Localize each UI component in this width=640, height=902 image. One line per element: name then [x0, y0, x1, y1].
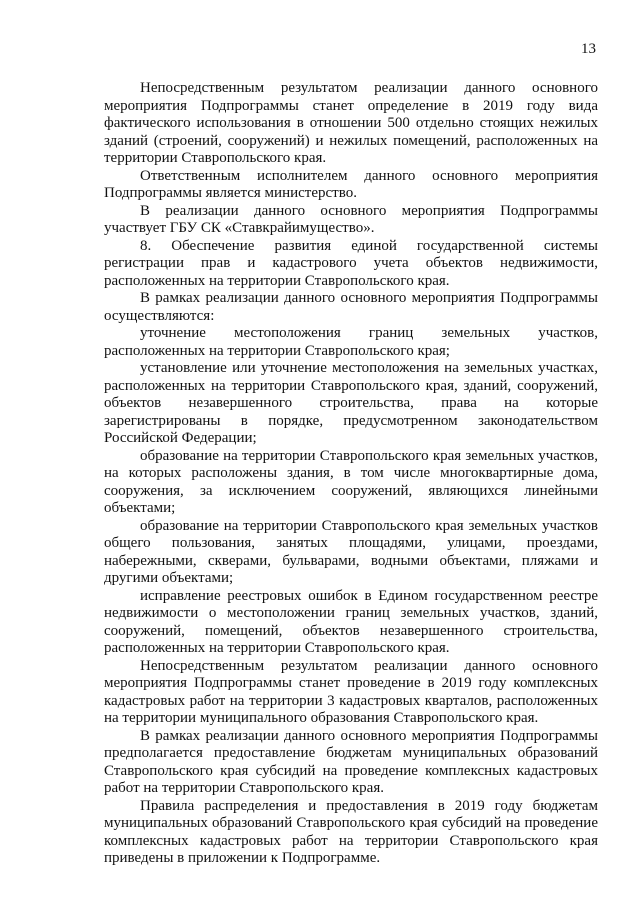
document-body — [104, 80, 598, 868]
list-item-public-land: образование на территории Ставропольского края земельных участков общего пользования, занятых площадями, улицами, проездами, набережными, скверами, бульварами, водными объектами, пляжами и другими объектами; — [104, 517, 598, 586]
paragraph-participant: В реализации данного основного мероприятия Подпрограммы участвует ГБУ СК «Ставкрайимущество». — [104, 202, 598, 236]
paragraph-responsible-executor: Ответственным исполнителем данного основного мероприятия Подпрограммы является министерство. — [104, 167, 598, 201]
paragraph-subsidies: В рамках реализации данного основного мероприятия Подпрограммы предполагается предоставление бюджетам муниципальных образований Ставропольского края субсидий на проведение комплексных кадастровых работ на территории Ставропольского края. — [104, 727, 598, 796]
list-item-land-under-buildings: образование на территории Ставропольского края земельных участков, на которых расположены здания, в том числе многоквартирные дома, сооружения, за исключением сооружений, являющихся линейными объектами; — [104, 447, 598, 516]
paragraph-rules: Правила распределения и предоставления в 2019 году бюджетам муниципальных образований Ставропольского края субсидий на проведение комплексных кадастровых работ на территории Ставропольского края приведены в приложении к Подпрограмме. — [104, 797, 598, 866]
paragraph-section-8-heading: 8. Обеспечение развития единой государственной системы регистрации прав и кадастрового учета объектов недвижимости, расположенных на территории Ставропольского края. — [104, 237, 598, 289]
paragraph-result-usage: Непосредственным результатом реализации данного основного мероприятия Подпрограммы станет определение в 2019 году вида фактического использования в отношении 500 отдельно стоящих нежилых зданий (строений, сооружений) и нежилых помещений, расположенных на территории Ставропольского края. — [104, 80, 598, 166]
paragraph-result-cadastral: Непосредственным результатом реализации данного основного мероприятия Подпрограммы станет проведение в 2019 году комплексных кадастровых работ на территории 3 кадастровых кварталов, расположенных на территории муниципального образования Ставропольского края. — [104, 657, 598, 726]
page-number: 13 — [581, 41, 596, 57]
list-item-boundaries: уточнение местоположения границ земельных участков, расположенных на территории Ставропольского края; — [104, 325, 598, 359]
list-item-registry-errors: исправление реестровых ошибок в Едином государственном реестре недвижимости о местоположении границ земельных участков, зданий, сооружений, помещений, объектов незавершенного строительства, расположенных на территории Ставропольского края. — [104, 587, 598, 656]
paragraph-activities-intro: В рамках реализации данного основного мероприятия Подпрограммы осуществляются: — [104, 290, 598, 324]
list-item-buildings-location: установление или уточнение местоположения на земельных участках, расположенных на территории Ставропольского края, зданий, сооружений, объектов незавершенного строительства, права на которые зарегистрированы в порядке, предусмотренном законодательством Российской Федерации; — [104, 360, 598, 446]
